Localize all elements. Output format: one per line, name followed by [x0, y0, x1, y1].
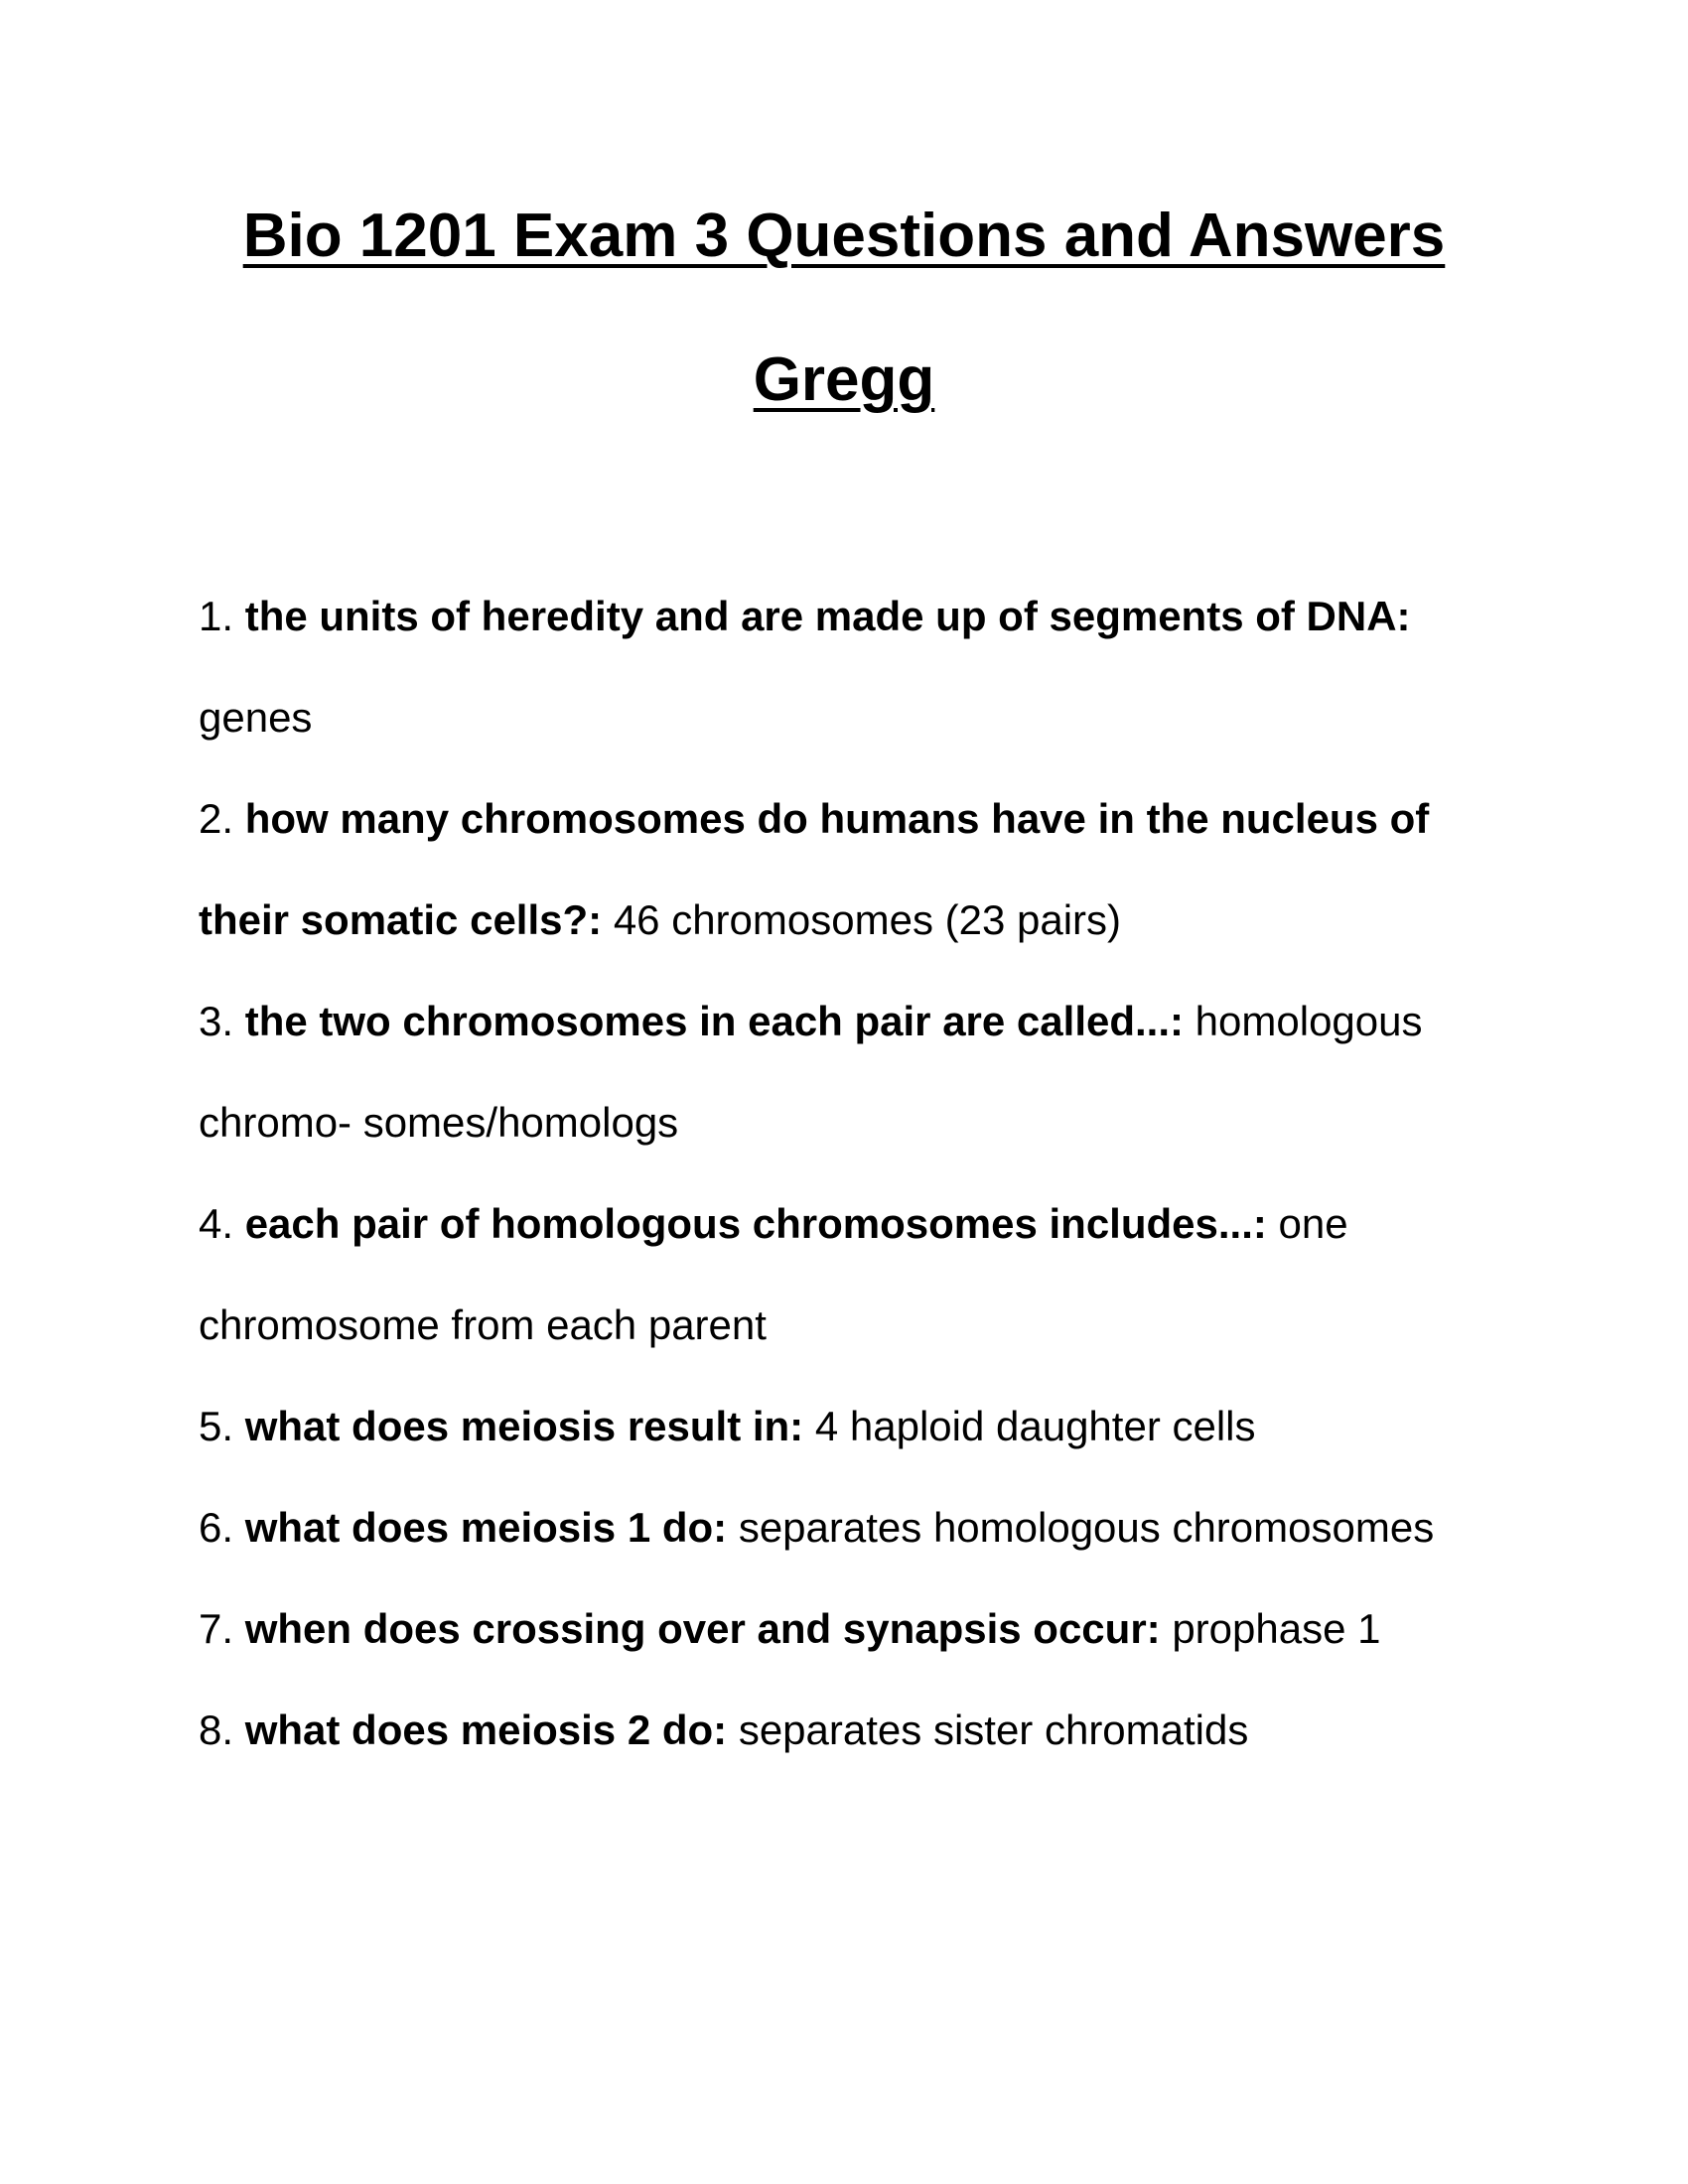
document-title: Bio 1201 Exam 3 Questions and Answers	[242, 202, 1446, 270]
qa-question: the units of heredity and are made up of segments of DNA:	[244, 593, 1411, 639]
qa-answer: homologous chromo- somes/homologs	[199, 998, 1423, 1146]
qa-item	[199, 1477, 1509, 1578]
qa-item	[199, 768, 1509, 971]
qa-question: the two chromosomes in each pair are called...:	[244, 998, 1184, 1044]
qa-answer: one chromosome from each parent	[199, 1200, 1348, 1348]
qa-item	[199, 566, 1509, 768]
qa-item	[199, 1680, 1509, 1781]
document-author: Gregg	[753, 345, 935, 414]
qa-number: 1.	[199, 593, 234, 639]
qa-number: 5.	[199, 1403, 234, 1449]
qa-answer: prophase 1	[1172, 1605, 1381, 1652]
qa-question: how many chromosomes do humans have in the nucleus of their somatic cells?:	[199, 795, 1430, 943]
qa-answer: 4 haploid daughter cells	[814, 1403, 1256, 1449]
qa-number: 8.	[199, 1706, 234, 1753]
qa-number: 4.	[199, 1200, 234, 1247]
qa-number: 7.	[199, 1605, 234, 1652]
qa-number: 6.	[199, 1504, 234, 1551]
qa-item	[199, 1173, 1509, 1376]
qa-item	[199, 1376, 1509, 1477]
qa-question: what does meiosis result in:	[244, 1403, 804, 1449]
qa-answer: separates homologous chromosomes	[738, 1504, 1435, 1551]
qa-question: each pair of homologous chromosomes includes...:	[244, 1200, 1267, 1247]
qa-item	[199, 1578, 1509, 1680]
qa-item	[199, 971, 1509, 1173]
qa-answer: 46 chromosomes (23 pairs)	[613, 896, 1122, 943]
qa-number: 2.	[199, 795, 234, 842]
qa-answer: genes	[199, 694, 313, 741]
qa-question: what does meiosis 1 do:	[244, 1504, 728, 1551]
qa-question: what does meiosis 2 do:	[244, 1706, 728, 1753]
qa-answer: separates sister chromatids	[738, 1706, 1249, 1753]
qa-question: when does crossing over and synapsis occur:	[244, 1605, 1161, 1652]
qa-number: 3.	[199, 998, 234, 1044]
qa-list	[199, 566, 1509, 1781]
